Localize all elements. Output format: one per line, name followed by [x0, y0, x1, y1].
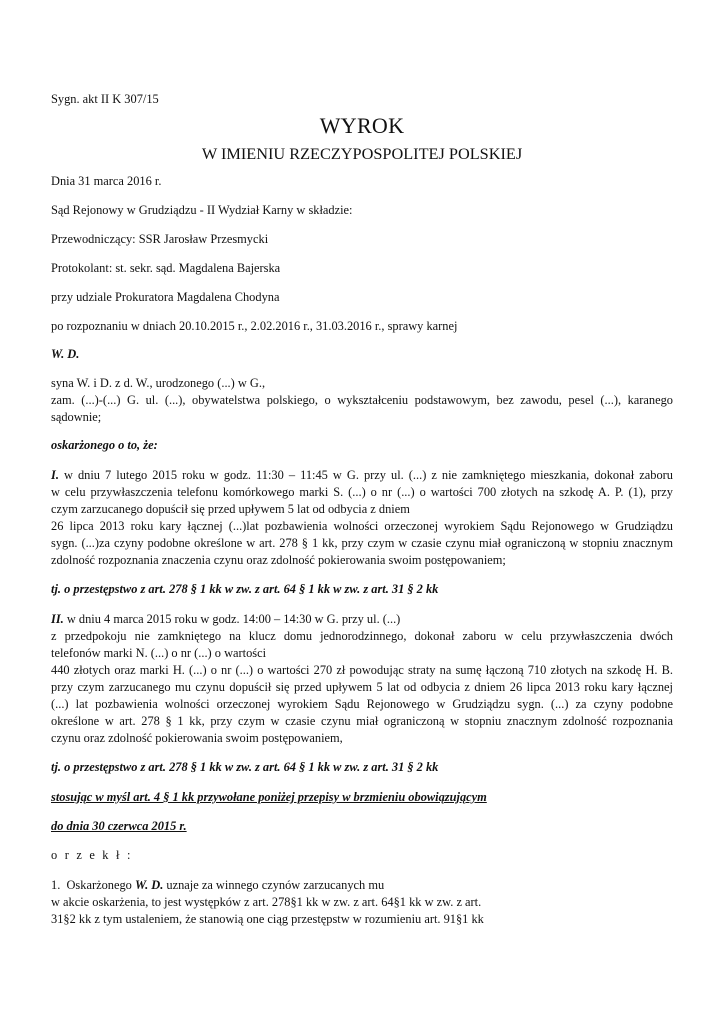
applicable-law-line: stosując w myśl art. 4 § 1 kk przywołane poniżej przepisy w brzmieniu obowiązującym: [51, 790, 487, 804]
defendant-details-line: sądownie;: [51, 410, 102, 424]
count-2-line: określone w art. 278 § 1 kk, przy czym w czasie czynu miał ograniczoną w stopniu znacznym zdolność rozpoznania: [51, 714, 673, 728]
ruling-item-1-defendant: W. D.: [134, 878, 164, 892]
ruling-item-1-number: 1. Oskarżonego: [51, 878, 135, 892]
count-1-text: w dniu 7 lutego 2015 roku w godz. 11:30 – 11:45 w G. przy ul. (...) z nie zamkniętego mieszkania, dokonał zaboru: [58, 468, 673, 482]
ruling-item-1-text: uznaje za winnego czynów zarzucanych mu: [163, 878, 385, 892]
count-2-marker: II.: [51, 612, 64, 626]
count-2-line: (...) lat pozbawienia wolności orzeczonej wyrokiem Sądu Rejonowego w Grudziądzu sygn. (...) za czyny podobne: [51, 697, 673, 711]
court-composition: Sąd Rejonowy w Grudziądzu - II Wydział Karny w składzie:: [51, 203, 353, 217]
count-2-line: przy czym zarzucanego mu czynu dopuścił się przed upływem 5 lat od odbycia z dniem 26 lipca 2013 roku kary łącznej: [51, 680, 673, 694]
document-title: WYROK: [319, 113, 405, 138]
defendant-details-line: zam. (...)-(...) G. ul. (...), obywatelstwa polskiego, o wykształceniu podstawowym, bez zawodu, pesel (...), karanego: [51, 393, 673, 407]
count-1-line: w celu przywłaszczenia telefonu komórkowego marki S. (...) o nr (...) o wartości 700 złotych na szkodę A. P. (1), przy: [51, 485, 673, 499]
ruling-heading: o r z e k ł :: [51, 848, 133, 862]
count-1-qualification: tj. o przestępstwo z art. 278 § 1 kk w zw. z art. 64 § 1 kk w zw. z art. 31 § 2 kk: [51, 582, 439, 596]
hearing-dates: po rozpoznaniu w dniach 20.10.2015 r., 2.02.2016 r., 31.03.2016 r., sprawy karnej: [51, 319, 458, 333]
ruling-item-1: [51, 877, 673, 894]
count-2-text: w dniu 4 marca 2015 roku w godz. 14:00 – 14:30 w G. przy ul. (...): [63, 612, 401, 626]
judgment-date: Dnia 31 marca 2016 r.: [51, 174, 162, 188]
defendant-name: W. D.: [51, 347, 80, 361]
prosecutor: przy udziale Prokuratora Magdalena Chodyna: [51, 290, 280, 304]
count-1-line: 26 lipca 2013 roku kary łącznej (...)lat pozbawienia wolności orzeczonej wyrokiem Sądu Rejonowego w Grudziądzu: [51, 519, 673, 533]
count-1-line: zdolność rozpoznania znaczenia czynu oraz zdolność pokierowania swoim postępowaniem;: [51, 553, 506, 567]
count-1-line: [51, 467, 673, 484]
count-2-line: telefonów marki N. (...) o nr (...) o wartości: [51, 646, 267, 660]
count-2-qualification: tj. o przestępstwo z art. 278 § 1 kk w zw. z art. 64 § 1 kk w zw. z art. 31 § 2 kk: [51, 760, 439, 774]
count-2-line: 440 złotych oraz marki H. (...) o nr (...) o wartości 270 zł powodując straty na sumę łączoną 710 złotych na szkodę H. B.: [51, 663, 673, 677]
count-1-marker: I.: [51, 468, 59, 482]
count-1-line: czym zarzucanego dopuścił się przed upływem 5 lat od odbycia z dniem: [51, 502, 410, 516]
document-subtitle: W IMIENIU RZECZYPOSPOLITEJ POLSKIEJ: [201, 144, 523, 163]
count-1-line: sygn. (...)za czyny podobne określone w art. 278 § 1 kk, przy czym w czasie czynu miał ograniczoną w stopniu znacznym: [51, 536, 673, 550]
presiding-judge: Przewodniczący: SSR Jarosław Przesmycki: [51, 232, 269, 246]
charges-heading: oskarżonego o to, że:: [51, 438, 158, 452]
count-2-line: z przedpokoju nie zamkniętego na klucz domu jednorodzinnego, dokonał zaboru w celu przywłaszczenia dwóch: [51, 629, 673, 643]
court-clerk: Protokolant: st. sekr. sąd. Magdalena Bajerska: [51, 261, 281, 275]
case-signature: Sygn. akt II K 307/15: [51, 92, 159, 106]
count-2-line: [51, 611, 673, 628]
ruling-item-1-line: 31§2 kk z tym ustaleniem, że stanowią one ciąg przestępstw w rozumieniu art. 91§1 kk: [51, 912, 484, 926]
defendant-details-line: syna W. i D. z d. W., urodzonego (...) w G.,: [51, 376, 266, 390]
applicable-law-line: do dnia 30 czerwca 2015 r.: [51, 819, 187, 833]
ruling-item-1-line: w akcie oskarżenia, to jest występków z art. 278§1 kk w zw. z art. 64§1 kk w zw. z art.: [51, 895, 482, 909]
count-2-line: czynu oraz zdolność pokierowania swoim postępowaniem,: [51, 731, 343, 745]
